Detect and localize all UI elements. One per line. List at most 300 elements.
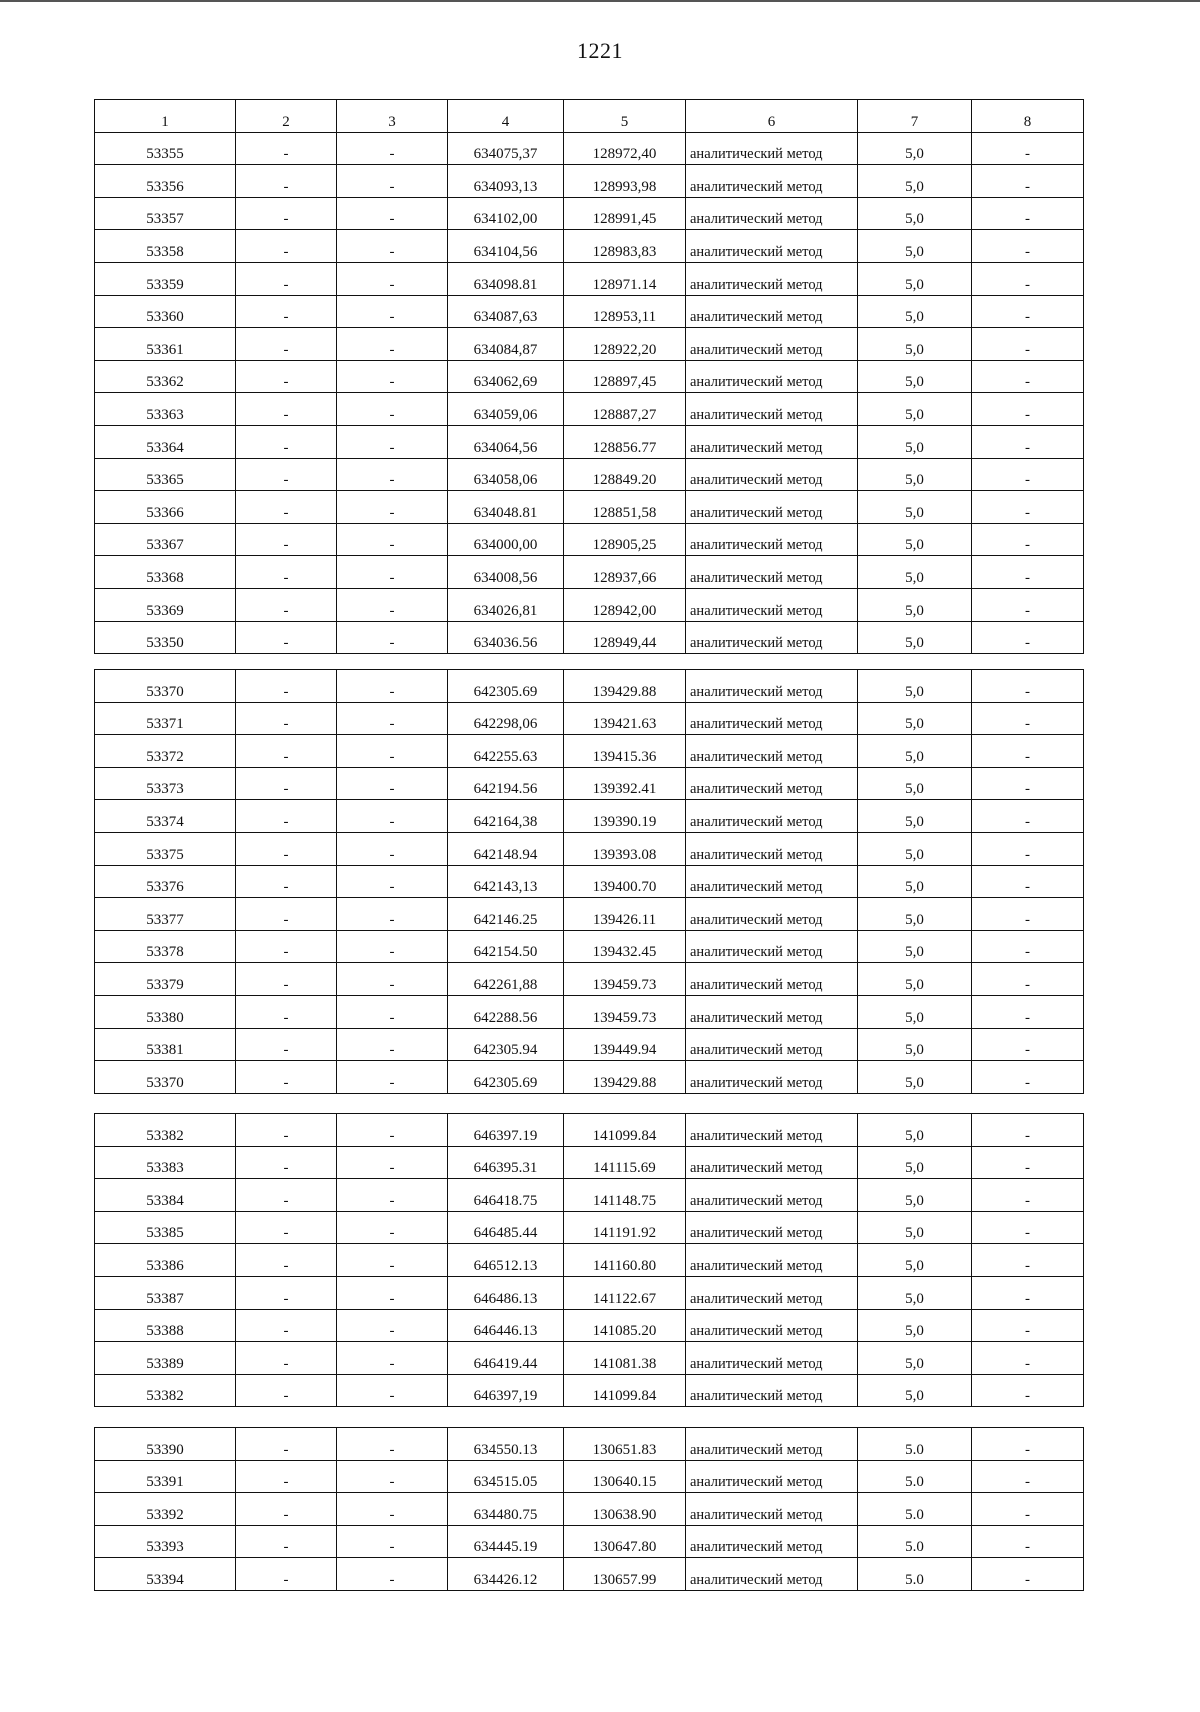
- accuracy-cell: 5,0: [858, 800, 972, 833]
- coord-x-cell: 646485.44: [448, 1211, 564, 1244]
- method-cell: аналитический метод: [686, 1428, 858, 1461]
- accuracy-cell: 5,0: [858, 1342, 972, 1375]
- table-row: [95, 230, 1084, 263]
- col-8-cell: -: [972, 491, 1084, 524]
- accuracy-cell: 5,0: [858, 930, 972, 963]
- point-number-cell: 53355: [95, 132, 236, 165]
- col-2-cell: -: [236, 735, 337, 768]
- col-2-cell: -: [236, 1493, 337, 1526]
- col-8-cell: -: [972, 1061, 1084, 1094]
- coord-x-cell: 634008,56: [448, 556, 564, 589]
- point-number-cell: 53393: [95, 1525, 236, 1558]
- col-2-cell: -: [236, 1276, 337, 1309]
- method-cell: аналитический метод: [686, 491, 858, 524]
- col-3-cell: -: [337, 800, 448, 833]
- col-8-cell: -: [972, 800, 1084, 833]
- col-2-cell: -: [236, 556, 337, 589]
- header-cell: 4: [448, 100, 564, 133]
- col-3-cell: -: [337, 1525, 448, 1558]
- point-number-cell: 53392: [95, 1493, 236, 1526]
- point-number-cell: 53387: [95, 1276, 236, 1309]
- col-2-cell: -: [236, 995, 337, 1028]
- coord-y-cell: 139459.73: [564, 995, 686, 1028]
- col-8-cell: -: [972, 588, 1084, 621]
- table-row: [95, 1460, 1084, 1493]
- col-2-cell: -: [236, 491, 337, 524]
- accuracy-cell: 5,0: [858, 1309, 972, 1342]
- col-3-cell: -: [337, 1211, 448, 1244]
- coord-y-cell: 139449.94: [564, 1028, 686, 1061]
- col-8-cell: -: [972, 898, 1084, 931]
- accuracy-cell: 5.0: [858, 1493, 972, 1526]
- point-number-cell: 53377: [95, 898, 236, 931]
- coord-x-cell: 642305.94: [448, 1028, 564, 1061]
- point-number-cell: 53389: [95, 1342, 236, 1375]
- coord-x-cell: 634075,37: [448, 132, 564, 165]
- coord-y-cell: 128949,44: [564, 621, 686, 654]
- accuracy-cell: 5,0: [858, 1061, 972, 1094]
- col-8-cell: -: [972, 230, 1084, 263]
- point-number-cell: 53379: [95, 963, 236, 996]
- page-number: 1221: [577, 38, 623, 63]
- accuracy-cell: 5,0: [858, 491, 972, 524]
- method-cell: аналитический метод: [686, 295, 858, 328]
- point-number-cell: 53394: [95, 1558, 236, 1591]
- col-2-cell: -: [236, 360, 337, 393]
- col-2-cell: -: [236, 1460, 337, 1493]
- coord-y-cell: 141115.69: [564, 1146, 686, 1179]
- col-8-cell: -: [972, 995, 1084, 1028]
- col-8-cell: -: [972, 197, 1084, 230]
- point-number-cell: 53390: [95, 1428, 236, 1461]
- col-8-cell: -: [972, 1525, 1084, 1558]
- coord-y-cell: 130640.15: [564, 1460, 686, 1493]
- method-cell: аналитический метод: [686, 865, 858, 898]
- col-8-cell: -: [972, 702, 1084, 735]
- coord-x-cell: 634426.12: [448, 1558, 564, 1591]
- col-3-cell: -: [337, 556, 448, 589]
- accuracy-cell: 5.0: [858, 1460, 972, 1493]
- coord-y-cell: 141099.84: [564, 1374, 686, 1407]
- col-8-cell: -: [972, 670, 1084, 703]
- table-row: [95, 930, 1084, 963]
- point-number-cell: 53367: [95, 523, 236, 556]
- col-2-cell: -: [236, 588, 337, 621]
- col-3-cell: -: [337, 1179, 448, 1212]
- coord-x-cell: 642288.56: [448, 995, 564, 1028]
- method-cell: аналитический метод: [686, 1493, 858, 1526]
- coord-x-cell: 646512.13: [448, 1244, 564, 1277]
- col-3-cell: -: [337, 295, 448, 328]
- coord-y-cell: 139429.88: [564, 1061, 686, 1094]
- col-8-cell: -: [972, 1146, 1084, 1179]
- point-number-cell: 53376: [95, 865, 236, 898]
- point-number-cell: 53382: [95, 1114, 236, 1147]
- accuracy-cell: 5,0: [858, 295, 972, 328]
- accuracy-cell: 5,0: [858, 328, 972, 361]
- accuracy-cell: 5,0: [858, 132, 972, 165]
- method-cell: аналитический метод: [686, 1244, 858, 1277]
- accuracy-cell: 5,0: [858, 1244, 972, 1277]
- coordinates-table-1: [94, 99, 1084, 654]
- method-cell: аналитический метод: [686, 393, 858, 426]
- col-3-cell: -: [337, 1493, 448, 1526]
- coord-y-cell: 128851,58: [564, 491, 686, 524]
- method-cell: аналитический метод: [686, 767, 858, 800]
- col-2-cell: -: [236, 930, 337, 963]
- method-cell: аналитический метод: [686, 197, 858, 230]
- table-row: [95, 898, 1084, 931]
- accuracy-cell: 5,0: [858, 458, 972, 491]
- accuracy-cell: 5.0: [858, 1558, 972, 1591]
- header-row: [95, 100, 1084, 133]
- coord-y-cell: 139390.19: [564, 800, 686, 833]
- point-number-cell: 53369: [95, 588, 236, 621]
- col-2-cell: -: [236, 262, 337, 295]
- col-2-cell: -: [236, 963, 337, 996]
- table-row: [95, 393, 1084, 426]
- method-cell: аналитический метод: [686, 832, 858, 865]
- point-number-cell: 53366: [95, 491, 236, 524]
- point-number-cell: 53381: [95, 1028, 236, 1061]
- method-cell: аналитический метод: [686, 963, 858, 996]
- table-row: [95, 832, 1084, 865]
- point-number-cell: 53364: [95, 425, 236, 458]
- method-cell: аналитический метод: [686, 930, 858, 963]
- table-row: [95, 1525, 1084, 1558]
- col-3-cell: -: [337, 1146, 448, 1179]
- method-cell: аналитический метод: [686, 800, 858, 833]
- coord-x-cell: 642146.25: [448, 898, 564, 931]
- method-cell: аналитический метод: [686, 1460, 858, 1493]
- method-cell: аналитический метод: [686, 230, 858, 263]
- col-8-cell: -: [972, 832, 1084, 865]
- point-number-cell: 53370: [95, 670, 236, 703]
- method-cell: аналитический метод: [686, 1342, 858, 1375]
- coordinates-table-4: [94, 1427, 1084, 1591]
- coord-x-cell: 642305.69: [448, 670, 564, 703]
- col-3-cell: -: [337, 670, 448, 703]
- col-8-cell: -: [972, 767, 1084, 800]
- point-number-cell: 53382: [95, 1374, 236, 1407]
- accuracy-cell: 5,0: [858, 1114, 972, 1147]
- col-3-cell: -: [337, 995, 448, 1028]
- point-number-cell: 53356: [95, 165, 236, 198]
- col-2-cell: -: [236, 1114, 337, 1147]
- col-2-cell: -: [236, 1428, 337, 1461]
- col-8-cell: -: [972, 1374, 1084, 1407]
- coord-x-cell: 646418.75: [448, 1179, 564, 1212]
- coord-y-cell: 139415.36: [564, 735, 686, 768]
- method-cell: аналитический метод: [686, 1309, 858, 1342]
- coord-y-cell: 128972,40: [564, 132, 686, 165]
- header-cell: 2: [236, 100, 337, 133]
- coord-x-cell: 634104,56: [448, 230, 564, 263]
- col-8-cell: -: [972, 1460, 1084, 1493]
- coord-x-cell: 634098.81: [448, 262, 564, 295]
- col-2-cell: -: [236, 865, 337, 898]
- coord-x-cell: 642298,06: [448, 702, 564, 735]
- table-row: [95, 295, 1084, 328]
- accuracy-cell: 5,0: [858, 262, 972, 295]
- col-3-cell: -: [337, 588, 448, 621]
- table-row: [95, 523, 1084, 556]
- coord-y-cell: 128922,20: [564, 328, 686, 361]
- method-cell: аналитический метод: [686, 458, 858, 491]
- point-number-cell: 53372: [95, 735, 236, 768]
- coord-y-cell: 141099.84: [564, 1114, 686, 1147]
- table-row: [95, 132, 1084, 165]
- col-3-cell: -: [337, 1114, 448, 1147]
- coord-x-cell: 634445.19: [448, 1525, 564, 1558]
- col-2-cell: -: [236, 767, 337, 800]
- table-row: [95, 165, 1084, 198]
- point-number-cell: 53360: [95, 295, 236, 328]
- coord-x-cell: 642164,38: [448, 800, 564, 833]
- coord-x-cell: 642154.50: [448, 930, 564, 963]
- point-number-cell: 53374: [95, 800, 236, 833]
- coord-y-cell: 139432.45: [564, 930, 686, 963]
- col-3-cell: -: [337, 963, 448, 996]
- page-top-border: [0, 0, 1200, 2]
- col-8-cell: -: [972, 523, 1084, 556]
- col-8-cell: -: [972, 1244, 1084, 1277]
- table-row: [95, 1374, 1084, 1407]
- col-2-cell: -: [236, 1525, 337, 1558]
- table-row: [95, 360, 1084, 393]
- coord-y-cell: 141191.92: [564, 1211, 686, 1244]
- coord-y-cell: 139421.63: [564, 702, 686, 735]
- coord-y-cell: 130638.90: [564, 1493, 686, 1526]
- point-number-cell: 53361: [95, 328, 236, 361]
- accuracy-cell: 5,0: [858, 995, 972, 1028]
- coord-x-cell: 634048.81: [448, 491, 564, 524]
- coord-y-cell: 130651.83: [564, 1428, 686, 1461]
- point-number-cell: 53391: [95, 1460, 236, 1493]
- accuracy-cell: 5,0: [858, 767, 972, 800]
- col-8-cell: -: [972, 621, 1084, 654]
- col-8-cell: -: [972, 165, 1084, 198]
- method-cell: аналитический метод: [686, 1179, 858, 1212]
- coord-x-cell: 642148.94: [448, 832, 564, 865]
- accuracy-cell: 5,0: [858, 670, 972, 703]
- coord-y-cell: 141148.75: [564, 1179, 686, 1212]
- accuracy-cell: 5,0: [858, 1028, 972, 1061]
- point-number-cell: 53365: [95, 458, 236, 491]
- method-cell: аналитический метод: [686, 1114, 858, 1147]
- point-number-cell: 53373: [95, 767, 236, 800]
- coord-y-cell: 141122.67: [564, 1276, 686, 1309]
- col-8-cell: -: [972, 1558, 1084, 1591]
- col-3-cell: -: [337, 865, 448, 898]
- col-2-cell: -: [236, 702, 337, 735]
- col-3-cell: -: [337, 1309, 448, 1342]
- table-row: [95, 735, 1084, 768]
- point-number-cell: 53383: [95, 1146, 236, 1179]
- col-3-cell: -: [337, 1244, 448, 1277]
- method-cell: аналитический метод: [686, 132, 858, 165]
- coord-x-cell: 646486.13: [448, 1276, 564, 1309]
- col-8-cell: -: [972, 1276, 1084, 1309]
- method-cell: аналитический метод: [686, 523, 858, 556]
- col-3-cell: -: [337, 1061, 448, 1094]
- table-row: [95, 1028, 1084, 1061]
- col-8-cell: -: [972, 1309, 1084, 1342]
- col-3-cell: -: [337, 621, 448, 654]
- table-row: [95, 767, 1084, 800]
- col-3-cell: -: [337, 360, 448, 393]
- col-3-cell: -: [337, 165, 448, 198]
- col-3-cell: -: [337, 832, 448, 865]
- col-3-cell: -: [337, 735, 448, 768]
- coord-x-cell: 634084,87: [448, 328, 564, 361]
- point-number-cell: 53388: [95, 1309, 236, 1342]
- col-3-cell: -: [337, 328, 448, 361]
- col-3-cell: -: [337, 1460, 448, 1493]
- method-cell: аналитический метод: [686, 588, 858, 621]
- table-row: [95, 1558, 1084, 1591]
- coord-y-cell: 128887,27: [564, 393, 686, 426]
- header-cell: 1: [95, 100, 236, 133]
- col-3-cell: -: [337, 930, 448, 963]
- coord-y-cell: 128849.20: [564, 458, 686, 491]
- method-cell: аналитический метод: [686, 735, 858, 768]
- col-3-cell: -: [337, 1276, 448, 1309]
- coord-x-cell: 634062,69: [448, 360, 564, 393]
- accuracy-cell: 5,0: [858, 393, 972, 426]
- header-cell: 7: [858, 100, 972, 133]
- point-number-cell: 53370: [95, 1061, 236, 1094]
- coord-y-cell: 139426.11: [564, 898, 686, 931]
- col-2-cell: -: [236, 425, 337, 458]
- coord-x-cell: 646397.19: [448, 1114, 564, 1147]
- method-cell: аналитический метод: [686, 995, 858, 1028]
- coord-x-cell: 634102,00: [448, 197, 564, 230]
- table-row: [95, 1244, 1084, 1277]
- coord-x-cell: 634480.75: [448, 1493, 564, 1526]
- col-2-cell: -: [236, 1309, 337, 1342]
- table-row: [95, 865, 1084, 898]
- coord-x-cell: 634515.05: [448, 1460, 564, 1493]
- accuracy-cell: 5,0: [858, 865, 972, 898]
- col-8-cell: -: [972, 963, 1084, 996]
- col-2-cell: -: [236, 1244, 337, 1277]
- col-8-cell: -: [972, 1114, 1084, 1147]
- coord-x-cell: 642255.63: [448, 735, 564, 768]
- point-number-cell: 53386: [95, 1244, 236, 1277]
- point-number-cell: 53358: [95, 230, 236, 263]
- table-row: [95, 425, 1084, 458]
- col-8-cell: -: [972, 393, 1084, 426]
- table-row: [95, 800, 1084, 833]
- coord-y-cell: 128937,66: [564, 556, 686, 589]
- col-8-cell: -: [972, 1028, 1084, 1061]
- accuracy-cell: 5,0: [858, 197, 972, 230]
- method-cell: аналитический метод: [686, 556, 858, 589]
- coord-x-cell: 646395.31: [448, 1146, 564, 1179]
- col-2-cell: -: [236, 328, 337, 361]
- coord-y-cell: 128971.14: [564, 262, 686, 295]
- coord-y-cell: 130657.99: [564, 1558, 686, 1591]
- point-number-cell: 53368: [95, 556, 236, 589]
- col-3-cell: -: [337, 1428, 448, 1461]
- col-8-cell: -: [972, 735, 1084, 768]
- method-cell: аналитический метод: [686, 1558, 858, 1591]
- table-row: [95, 963, 1084, 996]
- coord-y-cell: 139400.70: [564, 865, 686, 898]
- col-3-cell: -: [337, 1558, 448, 1591]
- accuracy-cell: 5,0: [858, 556, 972, 589]
- col-8-cell: -: [972, 360, 1084, 393]
- col-2-cell: -: [236, 898, 337, 931]
- col-2-cell: -: [236, 621, 337, 654]
- accuracy-cell: 5.0: [858, 1428, 972, 1461]
- col-8-cell: -: [972, 458, 1084, 491]
- accuracy-cell: 5,0: [858, 360, 972, 393]
- coord-y-cell: 139393.08: [564, 832, 686, 865]
- col-2-cell: -: [236, 1028, 337, 1061]
- table-row: [95, 1342, 1084, 1375]
- coord-y-cell: 128856.77: [564, 425, 686, 458]
- col-2-cell: -: [236, 393, 337, 426]
- table-row: [95, 995, 1084, 1028]
- col-3-cell: -: [337, 458, 448, 491]
- table-row: [95, 1179, 1084, 1212]
- table-row: [95, 702, 1084, 735]
- col-2-cell: -: [236, 1211, 337, 1244]
- point-number-cell: 53363: [95, 393, 236, 426]
- method-cell: аналитический метод: [686, 1061, 858, 1094]
- table-row: [95, 1061, 1084, 1094]
- coord-x-cell: 634087,63: [448, 295, 564, 328]
- coordinates-table-2: [94, 669, 1084, 1094]
- accuracy-cell: 5,0: [858, 1146, 972, 1179]
- col-8-cell: -: [972, 328, 1084, 361]
- table-row: [95, 1211, 1084, 1244]
- point-number-cell: 53359: [95, 262, 236, 295]
- method-cell: аналитический метод: [686, 1276, 858, 1309]
- coord-x-cell: 642194.56: [448, 767, 564, 800]
- coord-x-cell: 634059,06: [448, 393, 564, 426]
- table-row: [95, 262, 1084, 295]
- coord-x-cell: 634026,81: [448, 588, 564, 621]
- table-row: [95, 328, 1084, 361]
- coord-x-cell: 646419.44: [448, 1342, 564, 1375]
- method-cell: аналитический метод: [686, 1374, 858, 1407]
- table-row: [95, 621, 1084, 654]
- method-cell: аналитический метод: [686, 360, 858, 393]
- col-8-cell: -: [972, 1179, 1084, 1212]
- col-8-cell: -: [972, 865, 1084, 898]
- coord-x-cell: 634093,13: [448, 165, 564, 198]
- table-row: [95, 197, 1084, 230]
- point-number-cell: 53357: [95, 197, 236, 230]
- accuracy-cell: 5,0: [858, 588, 972, 621]
- coord-y-cell: 130647.80: [564, 1525, 686, 1558]
- col-3-cell: -: [337, 425, 448, 458]
- accuracy-cell: 5,0: [858, 1276, 972, 1309]
- point-number-cell: 53362: [95, 360, 236, 393]
- method-cell: аналитический метод: [686, 425, 858, 458]
- col-3-cell: -: [337, 898, 448, 931]
- method-cell: аналитический метод: [686, 262, 858, 295]
- col-3-cell: -: [337, 523, 448, 556]
- accuracy-cell: 5,0: [858, 1211, 972, 1244]
- col-2-cell: -: [236, 132, 337, 165]
- header-cell: 8: [972, 100, 1084, 133]
- col-2-cell: -: [236, 1342, 337, 1375]
- accuracy-cell: 5,0: [858, 702, 972, 735]
